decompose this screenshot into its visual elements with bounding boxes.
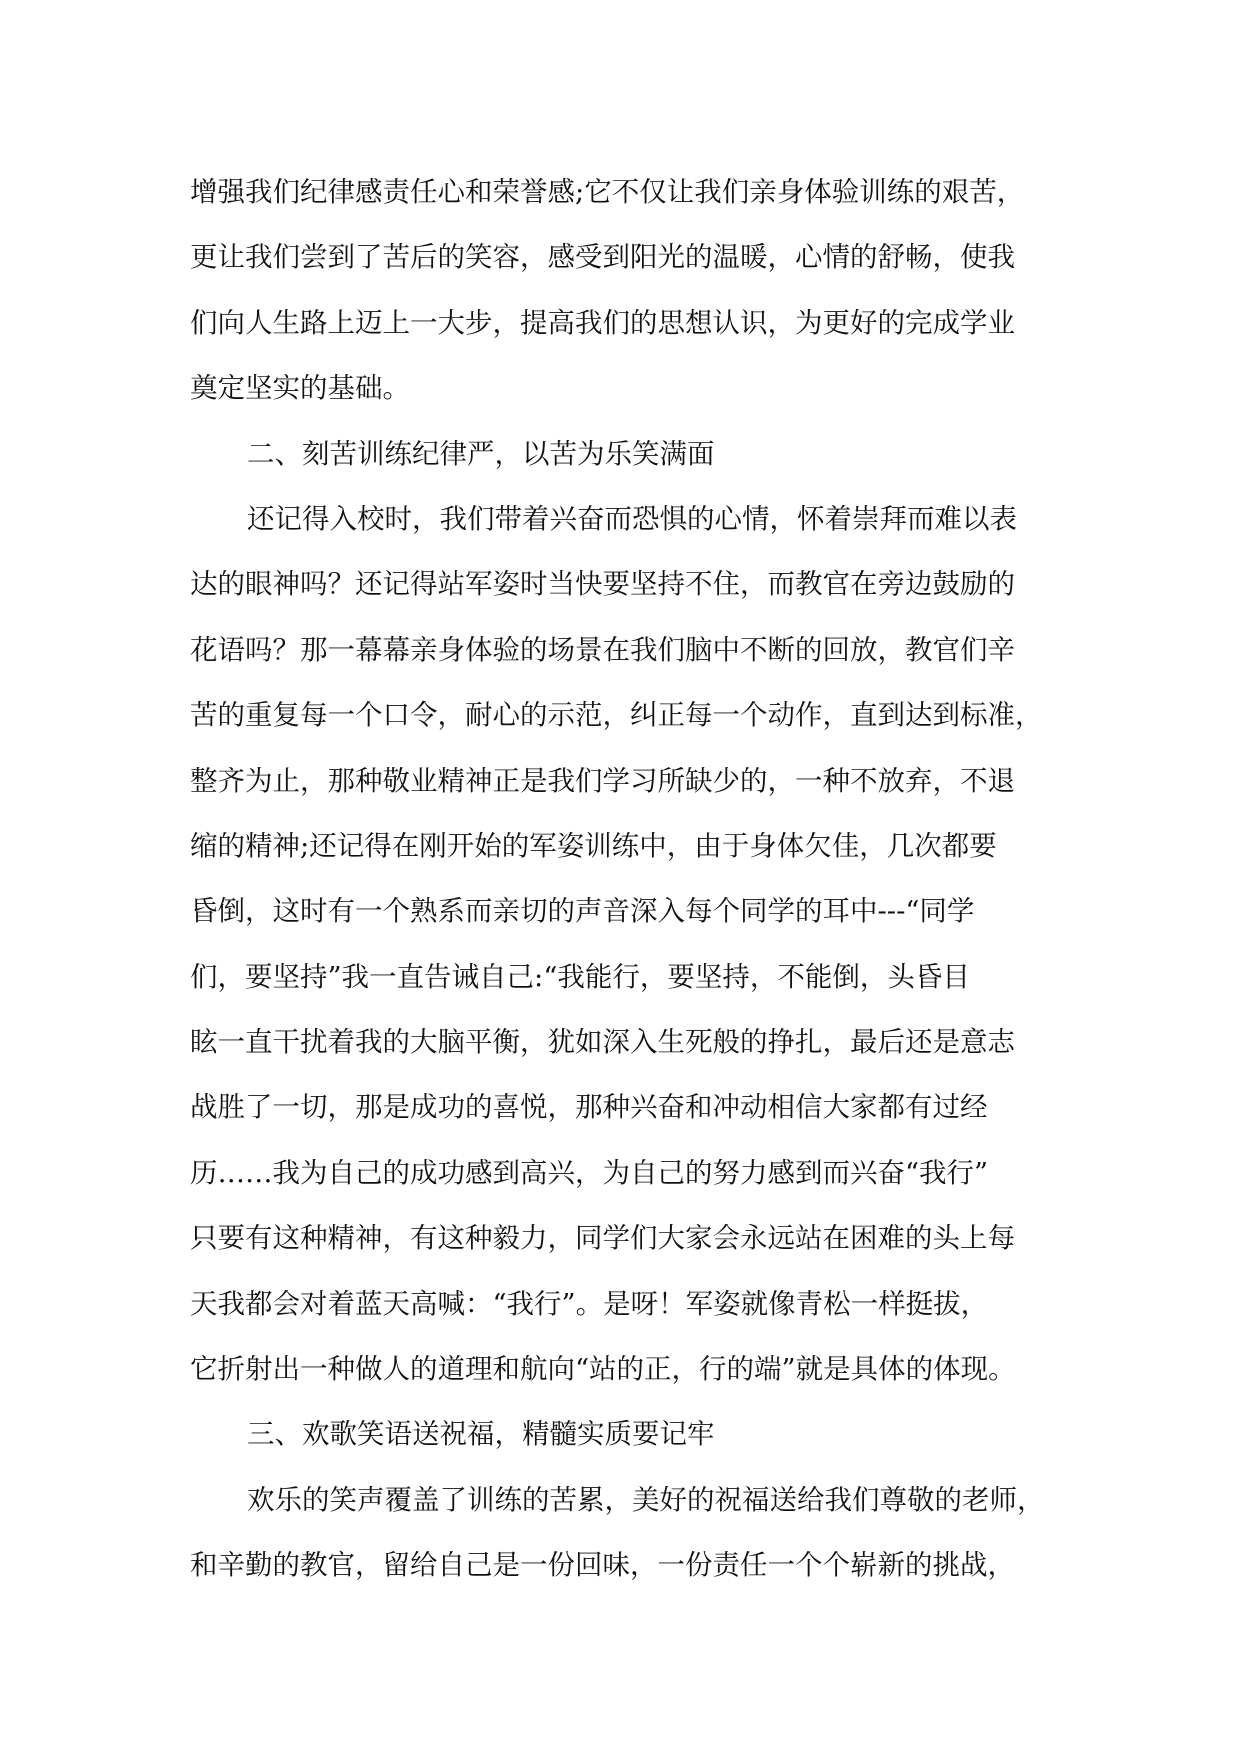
text-line: 天我都会对着蓝天高喊：“我行”。是呀！军姿就像青松一样挺拔， (190, 1287, 989, 1320)
text-line: 它折射出一种做人的道理和航向“站的正，行的端”就是具体的体现。 (190, 1353, 1016, 1386)
text-line: 达的眼神吗？还记得站军姿时当快要坚持不住，而教官在旁边鼓励的 (190, 568, 1015, 601)
text-line: 眩一直干扰着我的大脑平衡，犹如深入生死般的挣扎，最后还是意志 (190, 1026, 1015, 1059)
section-heading-2: 二、刻苦训练纪律严，以苦为乐笑满面 (247, 437, 715, 470)
text-line: 奠定坚实的基础。 (190, 372, 410, 405)
section-heading-3: 三、欢歌笑语送祝福，精髓实质要记牢 (247, 1418, 715, 1451)
text-line: 增强我们纪律感责任心和荣誉感;它不仅让我们亲身体验训练的艰苦， (190, 176, 1025, 208)
body-text (190, 160, 1070, 1599)
text-line: 缩的精神;还记得在刚开始的军姿训练中，由于身体欠佳，几次都要 (190, 829, 997, 862)
text-line: 们，要坚持”我一直告诫自己:“我能行，要坚持，不能倒，头昏目 (190, 960, 970, 993)
text-line: 只要有这种精神，有这种毅力，同学们大家会永远站在困难的头上每 (190, 1222, 1015, 1255)
text-line: 们向人生路上迈上一大步，提高我们的思想认识，为更好的完成学业 (190, 306, 1015, 339)
text-line: 历……我为自己的成功感到高兴，为自己的努力感到而兴奋“我行” (190, 1156, 989, 1189)
text-line: 花语吗？那一幕幕亲身体验的场景在我们脑中不断的回放，教官们辛 (190, 633, 1015, 666)
text-line: 整齐为止，那种敬业精神正是我们学习所缺少的，一种不放弃，不退 (190, 764, 1015, 797)
text-line: 和辛勤的教官，留给自己是一份回味，一份责任一个个崭新的挑战， (190, 1549, 1015, 1582)
text-line: 战胜了一切，那是成功的喜悦，那种兴奋和冲动相信大家都有过经 (190, 1091, 988, 1124)
text-line: 还记得入校时，我们带着兴奋而恐惧的心情，怀着崇拜而难以表 (247, 502, 1017, 535)
text-line: 更让我们尝到了苦后的笑容，感受到阳光的温暖，心情的舒畅，使我 (190, 241, 1015, 274)
text-line: 苦的重复每一个口令，耐心的示范，纠正每一个动作，直到达到标准， (190, 699, 1043, 732)
text-line: 欢乐的笑声覆盖了训练的苦累，美好的祝福送给我们尊敬的老师， (247, 1483, 1045, 1516)
text-line: 昏倒，这时有一个熟系而亲切的声音深入每个同学的耳中---“同学 (190, 895, 975, 928)
